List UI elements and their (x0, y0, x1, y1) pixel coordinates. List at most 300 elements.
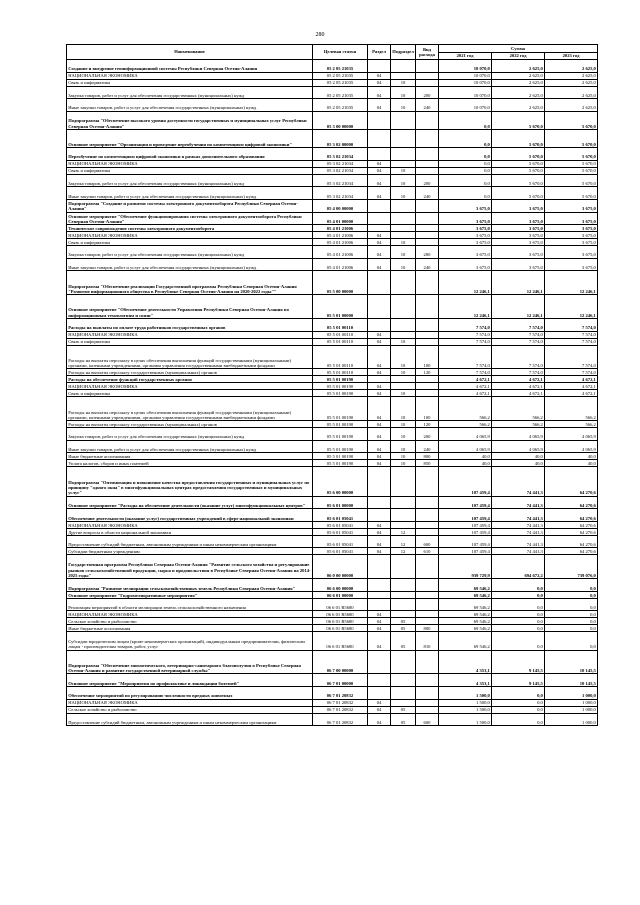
cell-year-3: 1 000,0 (545, 687, 598, 700)
table-row (67, 174, 598, 187)
cell-expense-type: 200 (416, 174, 439, 187)
cell-name: Основное мероприятие "Обеспечение деятельности Управления Республики Северная Осетия-Алания по информационным технологиям и связи" (67, 295, 313, 319)
cell-subsection (391, 331, 416, 338)
table-row (67, 258, 598, 271)
cell-target: 05 5 01 00190 (313, 440, 368, 453)
cell-expense-type: 120 (416, 421, 439, 428)
cell-year-1: 1 500,0 (439, 687, 492, 700)
cell-expense-type (416, 579, 439, 592)
cell-name: Основное мероприятие "Мероприятия по профилактике и ликвидации болезней" (67, 674, 313, 687)
cell-expense-type: 800 (416, 453, 439, 460)
cell-year-1: 4 353,1 (439, 650, 492, 674)
cell-subsection (391, 72, 416, 79)
cell-name: Иные бюджетные ассигнования (67, 453, 313, 460)
cell-year-1: 4 672,1 (439, 376, 492, 383)
cell-year-2: 5 670,0 (492, 187, 545, 200)
cell-subsection (391, 591, 416, 598)
cell-target: 05 3 02 21034 (313, 174, 368, 187)
cell-target: 06 6 01 R5680 (313, 611, 368, 618)
cell-year-2: 3 675,0 (492, 239, 545, 246)
cell-name: Основное мероприятие "Обеспечение функционирования системы электронного документооборота Республики Северная Осетия-Алания" (67, 212, 313, 225)
cell-year-3: 3 675,0 (545, 239, 598, 246)
cell-target: 05 6 00 00000 (313, 467, 368, 496)
cell-expense-type: 200 (416, 86, 439, 99)
cell-year-3: 0,0 (545, 625, 598, 632)
cell-name: НАЦИОНАЛЬНАЯ ЭКОНОМИКА (67, 383, 313, 390)
table-row (67, 79, 598, 86)
cell-target: 05 5 01 00110 (313, 345, 368, 369)
cell-year-1: 3 675,0 (439, 232, 492, 239)
cell-name: Основное мероприятие "Гидромелиоративные мероприятия" (67, 591, 313, 598)
table-row (67, 687, 598, 700)
cell-target: 05 2 05 21035 (313, 86, 368, 99)
cell-subsection: 05 (391, 618, 416, 625)
cell-section (368, 225, 391, 232)
cell-year-3: 5 670,0 (545, 187, 598, 200)
cell-year-2: 4 065,9 (492, 428, 545, 441)
cell-year-3: 1 000,0 (545, 713, 598, 726)
cell-subsection (391, 160, 416, 167)
header-sum: Сумма (439, 45, 598, 53)
table-row (67, 331, 598, 338)
cell-year-1: 107 459,4 (439, 521, 492, 528)
cell-section (368, 650, 391, 674)
cell-expense-type (416, 295, 439, 319)
cell-section: 04 (368, 632, 391, 650)
cell-year-2: 4 065,9 (492, 440, 545, 453)
cell-expense-type (416, 199, 439, 212)
cell-year-3: 5 670,0 (545, 174, 598, 187)
cell-year-3: 3 675,0 (545, 199, 598, 212)
cell-target: 05 4 01 00000 (313, 212, 368, 225)
cell-year-3: 0,0 (545, 632, 598, 650)
cell-expense-type (416, 467, 439, 496)
cell-year-2: 5 670,0 (492, 174, 545, 187)
cell-year-2: 0,0 (492, 687, 545, 700)
cell-section: 04 (368, 187, 391, 200)
cell-year-1: 0,0 (439, 160, 492, 167)
table-row (67, 674, 598, 687)
cell-subsection (391, 650, 416, 674)
cell-section (368, 376, 391, 383)
cell-year-3: 5 670,0 (545, 167, 598, 174)
cell-section: 04 (368, 548, 391, 555)
cell-year-1: 939 729,9 (439, 555, 492, 579)
cell-expense-type (416, 338, 439, 345)
cell-year-3: 1 000,0 (545, 699, 598, 706)
cell-name: НАЦИОНАЛЬНАЯ ЭКОНОМИКА (67, 699, 313, 706)
cell-name: Иные закупки товаров, работ и услуг для обеспечения государственных (муниципальных) нужд (67, 258, 313, 271)
cell-target: 05 5 01 00110 (313, 331, 368, 338)
cell-year-1: 107 459,4 (439, 535, 492, 548)
cell-year-3: 5 670,0 (545, 160, 598, 167)
cell-year-2: 74 441,3 (492, 467, 545, 496)
cell-year-3: 64 270,6 (545, 521, 598, 528)
table-row (67, 129, 598, 147)
cell-section (368, 591, 391, 598)
cell-year-3: 566,2 (545, 397, 598, 421)
cell-year-2: 4 672,1 (492, 383, 545, 390)
cell-expense-type (416, 72, 439, 79)
table-row (67, 521, 598, 528)
cell-target: 05 5 01 00190 (313, 397, 368, 421)
table-row (67, 699, 598, 706)
cell-expense-type (416, 650, 439, 674)
cell-year-3: 7 574,0 (545, 318, 598, 331)
cell-section (368, 212, 391, 225)
cell-subsection: 10 (391, 239, 416, 246)
cell-section: 04 (368, 345, 391, 369)
cell-year-1: 7 574,0 (439, 345, 492, 369)
cell-subsection: 05 (391, 706, 416, 713)
cell-name: Иные закупки товаров, работ и услуг для обеспечения государственных (муниципальных) нужд (67, 187, 313, 200)
cell-expense-type: 810 (416, 632, 439, 650)
cell-name: Подпрограмма "Обеспечение реализации Государственной программы Республики Северная Осетия-Алания "Развитие информационного общества в Республике Северная Осетия-Алания на 2020-2022 годы"" (67, 271, 313, 295)
cell-year-1: 3 675,0 (439, 225, 492, 232)
table-row (67, 271, 598, 295)
cell-year-2: 74 441,3 (492, 496, 545, 509)
page-number: 280 (315, 32, 325, 38)
cell-name: Подпрограмма "Обеспечение высокого уровня доступности государственных и муниципальных услуг Республики Северная Осетия-Алания" (67, 111, 313, 129)
cell-year-3: 40,0 (545, 460, 598, 467)
cell-subsection (391, 60, 416, 73)
cell-year-1: 69 546,2 (439, 625, 492, 632)
cell-year-3: 0,0 (545, 611, 598, 618)
cell-year-1: 107 459,4 (439, 509, 492, 522)
cell-name: Основное мероприятие "Расходы на обеспечение деятельности (оказание услуг) многофункциональных центров" (67, 496, 313, 509)
cell-year-2: 5 670,0 (492, 160, 545, 167)
cell-section (368, 598, 391, 611)
cell-target: 06 6 01 R5680 (313, 625, 368, 632)
cell-subsection (391, 376, 416, 383)
table-row (67, 496, 598, 509)
cell-expense-type (416, 318, 439, 331)
cell-section: 04 (368, 239, 391, 246)
cell-target: 06 7 01 20832 (313, 706, 368, 713)
cell-name: Подпрограмма "Развитие мелиорации сельскохозяйственных земель Республики Северная Осетия-Алания" (67, 579, 313, 592)
cell-year-1: 69 546,2 (439, 618, 492, 625)
cell-year-1: 107 459,4 (439, 548, 492, 555)
cell-section: 04 (368, 460, 391, 467)
cell-section (368, 148, 391, 161)
table-row (67, 390, 598, 397)
cell-target: 05 6 01 00000 (313, 496, 368, 509)
cell-year-1: 10 070,0 (439, 99, 492, 112)
table-row (67, 625, 598, 632)
cell-year-2: 0,0 (492, 699, 545, 706)
cell-subsection: 10 (391, 167, 416, 174)
cell-year-1: 0,0 (439, 174, 492, 187)
cell-name: Создание и внедрение геоинформационной системы Республики Северная Осетия-Алания (67, 60, 313, 73)
table-row (67, 591, 598, 598)
cell-target: 05 3 00 00000 (313, 111, 368, 129)
cell-target: 05 6 01 05041 (313, 548, 368, 555)
cell-year-2: 74 441,3 (492, 528, 545, 535)
cell-section (368, 60, 391, 73)
cell-subsection: 10 (391, 338, 416, 345)
cell-expense-type (416, 598, 439, 611)
cell-name: НАЦИОНАЛЬНАЯ ЭКОНОМИКА (67, 160, 313, 167)
cell-target: 05 5 01 00110 (313, 338, 368, 345)
cell-target: 05 4 01 21006 (313, 246, 368, 259)
cell-year-3: 64 270,6 (545, 535, 598, 548)
cell-year-1: 566,2 (439, 421, 492, 428)
cell-year-1: 69 546,2 (439, 591, 492, 598)
cell-target: 05 3 02 21034 (313, 160, 368, 167)
table-row (67, 428, 598, 441)
cell-target: 05 5 01 00190 (313, 428, 368, 441)
cell-name: Техническое сопровождение системы электронного документооборота (67, 225, 313, 232)
cell-year-2: 7 574,0 (492, 338, 545, 345)
cell-expense-type (416, 111, 439, 129)
cell-year-2: 2 625,0 (492, 86, 545, 99)
cell-name: Подпрограмма "Создание и развитие системы электронного документооборота Республики Северная Осетия-Алания" (67, 199, 313, 212)
cell-year-2: 40,0 (492, 453, 545, 460)
cell-year-3: 64 270,6 (545, 528, 598, 535)
cell-year-3: 3 675,0 (545, 212, 598, 225)
cell-expense-type (416, 611, 439, 618)
cell-target: 05 5 01 00190 (313, 453, 368, 460)
cell-subsection: 10 (391, 99, 416, 112)
cell-year-1: 566,2 (439, 397, 492, 421)
cell-year-3: 7 574,0 (545, 345, 598, 369)
cell-section: 04 (368, 428, 391, 441)
cell-section: 04 (368, 390, 391, 397)
cell-name: НАЦИОНАЛЬНАЯ ЭКОНОМИКА (67, 72, 313, 79)
cell-year-2: 12 246,1 (492, 295, 545, 319)
table-row (67, 548, 598, 555)
cell-expense-type: 240 (416, 258, 439, 271)
cell-year-1: 69 546,2 (439, 611, 492, 618)
cell-target: 05 4 01 21006 (313, 232, 368, 239)
cell-subsection: 05 (391, 632, 416, 650)
cell-target: 06 7 01 20832 (313, 687, 368, 700)
cell-expense-type (416, 509, 439, 522)
cell-section (368, 496, 391, 509)
cell-subsection: 10 (391, 258, 416, 271)
cell-target: 06 7 01 00000 (313, 674, 368, 687)
cell-subsection (391, 111, 416, 129)
cell-year-2: 0,0 (492, 611, 545, 618)
cell-year-1: 10 070,0 (439, 60, 492, 73)
cell-expense-type: 200 (416, 246, 439, 259)
cell-year-2: 9 145,5 (492, 674, 545, 687)
cell-expense-type (416, 390, 439, 397)
cell-subsection: 10 (391, 174, 416, 187)
cell-target: 05 5 01 00110 (313, 318, 368, 331)
cell-section: 04 (368, 232, 391, 239)
cell-section: 04 (368, 86, 391, 99)
cell-section: 04 (368, 440, 391, 453)
cell-year-3: 12 246,1 (545, 295, 598, 319)
cell-year-1: 1 500,0 (439, 713, 492, 726)
cell-name: Расходы на выплаты персоналу в целях обеспечения выполнения функций государственными (муниципальными) органами, казенными учреждениями, органами управления государственными внебюджетными фондами (67, 345, 313, 369)
cell-year-1: 3 675,0 (439, 239, 492, 246)
cell-target: 05 2 05 21035 (313, 60, 368, 73)
cell-year-1: 4 065,9 (439, 440, 492, 453)
cell-target: 05 5 01 00190 (313, 390, 368, 397)
header-target: Целевая статья (313, 45, 368, 60)
cell-year-2: 0,0 (492, 632, 545, 650)
cell-year-2: 694 672,2 (492, 555, 545, 579)
cell-subsection (391, 555, 416, 579)
cell-year-3: 3 675,0 (545, 246, 598, 259)
cell-name: Связь и информатика (67, 338, 313, 345)
cell-section: 04 (368, 421, 391, 428)
cell-name: Связь и информатика (67, 79, 313, 86)
cell-name: Связь и информатика (67, 167, 313, 174)
cell-year-2: 2 625,0 (492, 72, 545, 79)
cell-year-3: 1 000,0 (545, 706, 598, 713)
table-row (67, 72, 598, 79)
cell-year-3: 5 670,0 (545, 148, 598, 161)
cell-target: 05 2 05 21035 (313, 79, 368, 86)
cell-target: 06 6 01 R5680 (313, 598, 368, 611)
cell-section: 04 (368, 99, 391, 112)
cell-subsection (391, 383, 416, 390)
cell-target: 06 0 00 00000 (313, 555, 368, 579)
cell-year-2: 0,0 (492, 618, 545, 625)
cell-target: 06 7 01 20832 (313, 699, 368, 706)
cell-subsection (391, 598, 416, 611)
cell-section: 04 (368, 246, 391, 259)
cell-expense-type: 610 (416, 548, 439, 555)
cell-year-2: 0,0 (492, 598, 545, 611)
cell-target: 05 2 05 21035 (313, 99, 368, 112)
table-row (67, 86, 598, 99)
cell-year-1: 1 500,0 (439, 706, 492, 713)
cell-expense-type (416, 79, 439, 86)
cell-year-1: 4 353,1 (439, 674, 492, 687)
cell-year-2: 4 672,1 (492, 376, 545, 383)
cell-year-2: 7 574,0 (492, 318, 545, 331)
cell-subsection (391, 271, 416, 295)
cell-name: НАЦИОНАЛЬНАЯ ЭКОНОМИКА (67, 331, 313, 338)
cell-expense-type (416, 528, 439, 535)
cell-subsection (391, 225, 416, 232)
cell-year-1: 3 675,0 (439, 212, 492, 225)
cell-expense-type: 120 (416, 369, 439, 376)
cell-section: 04 (368, 611, 391, 618)
cell-year-1: 1 500,0 (439, 699, 492, 706)
cell-subsection: 10 (391, 428, 416, 441)
cell-year-3: 5 670,0 (545, 111, 598, 129)
cell-name: Предоставление субсидий бюджетным, автономным учреждениям и иным некоммерческим организациям (67, 713, 313, 726)
cell-expense-type (416, 271, 439, 295)
cell-name: Подпрограмма "Оптимизация и повышение качества предоставления государственных и муниципальных услуг по принципу "одного окна" в многофункциональных центрах предоставления государственных и муниципальных услуг" (67, 467, 313, 496)
cell-subsection: 12 (391, 535, 416, 548)
cell-subsection: 10 (391, 187, 416, 200)
cell-target: 05 5 01 00190 (313, 376, 368, 383)
cell-expense-type (416, 232, 439, 239)
cell-target: 05 5 01 00190 (313, 421, 368, 428)
table-row (67, 225, 598, 232)
cell-year-2: 0,0 (492, 706, 545, 713)
cell-year-1: 0,0 (439, 148, 492, 161)
cell-year-3: 7 574,0 (545, 369, 598, 376)
cell-section: 04 (368, 706, 391, 713)
cell-year-2: 566,2 (492, 421, 545, 428)
cell-year-1: 10 070,0 (439, 86, 492, 99)
table-row (67, 528, 598, 535)
budget-rows (67, 60, 598, 726)
cell-year-2: 7 574,0 (492, 345, 545, 369)
cell-section: 04 (368, 174, 391, 187)
header-subsection: Подраздел (391, 45, 416, 60)
cell-year-2: 566,2 (492, 397, 545, 421)
cell-expense-type (416, 674, 439, 687)
cell-year-1: 0,0 (439, 167, 492, 174)
cell-expense-type: 800 (416, 625, 439, 632)
cell-year-3: 566,2 (545, 421, 598, 428)
cell-year-3: 0,0 (545, 591, 598, 598)
cell-subsection: 10 (391, 453, 416, 460)
cell-year-2: 5 670,0 (492, 111, 545, 129)
cell-year-1: 0,0 (439, 187, 492, 200)
cell-name: Сельское хозяйство и рыболовство (67, 618, 313, 625)
cell-expense-type (416, 160, 439, 167)
table-row (67, 650, 598, 674)
cell-target: 05 3 02 21034 (313, 187, 368, 200)
cell-target: 05 3 02 21034 (313, 167, 368, 174)
table-row (67, 345, 598, 369)
cell-target: 05 5 01 00190 (313, 383, 368, 390)
cell-year-2: 0,0 (492, 579, 545, 592)
cell-name: Закупка товаров, работ и услуг для обеспечения государственных (муниципальных) нужд (67, 246, 313, 259)
cell-year-1: 4 672,1 (439, 383, 492, 390)
cell-year-3: 4 065,9 (545, 440, 598, 453)
header-expense-type: Вид расхода (416, 45, 439, 60)
table-row (67, 598, 598, 611)
cell-name: Иные закупки товаров, работ и услуг для обеспечения государственных (муниципальных) нужд (67, 99, 313, 112)
cell-year-2: 7 574,0 (492, 331, 545, 338)
cell-target: 05 4 00 00000 (313, 199, 368, 212)
cell-section: 04 (368, 167, 391, 174)
cell-target: 05 5 01 00000 (313, 295, 368, 319)
cell-target: 05 5 01 00190 (313, 460, 368, 467)
header-section: Раздел (368, 45, 391, 60)
table-row (67, 535, 598, 548)
table-row (67, 440, 598, 453)
cell-expense-type: 200 (416, 428, 439, 441)
cell-subsection (391, 496, 416, 509)
cell-year-3: 3 675,0 (545, 232, 598, 239)
table-row (67, 579, 598, 592)
cell-name: Связь и информатика (67, 239, 313, 246)
cell-name: Иные закупки товаров, работ и услуг для обеспечения государственных (муниципальных) нужд (67, 440, 313, 453)
cell-section (368, 687, 391, 700)
cell-section (368, 295, 391, 319)
table-row (67, 246, 598, 259)
table-row (67, 212, 598, 225)
cell-year-1: 3 675,0 (439, 246, 492, 259)
table-row (67, 467, 598, 496)
cell-year-1: 7 574,0 (439, 369, 492, 376)
table-row (67, 160, 598, 167)
cell-subsection (391, 199, 416, 212)
cell-year-1: 3 675,0 (439, 258, 492, 271)
cell-subsection (391, 318, 416, 331)
cell-target: 05 4 01 21006 (313, 225, 368, 232)
cell-year-2: 74 441,3 (492, 548, 545, 555)
cell-year-2: 74 441,3 (492, 535, 545, 548)
cell-section: 04 (368, 521, 391, 528)
cell-target: 05 4 01 21006 (313, 258, 368, 271)
cell-expense-type: 600 (416, 535, 439, 548)
cell-name: НАЦИОНАЛЬНАЯ ЭКОНОМИКА (67, 232, 313, 239)
cell-year-3: 3 675,0 (545, 225, 598, 232)
cell-year-3: 10 145,5 (545, 650, 598, 674)
